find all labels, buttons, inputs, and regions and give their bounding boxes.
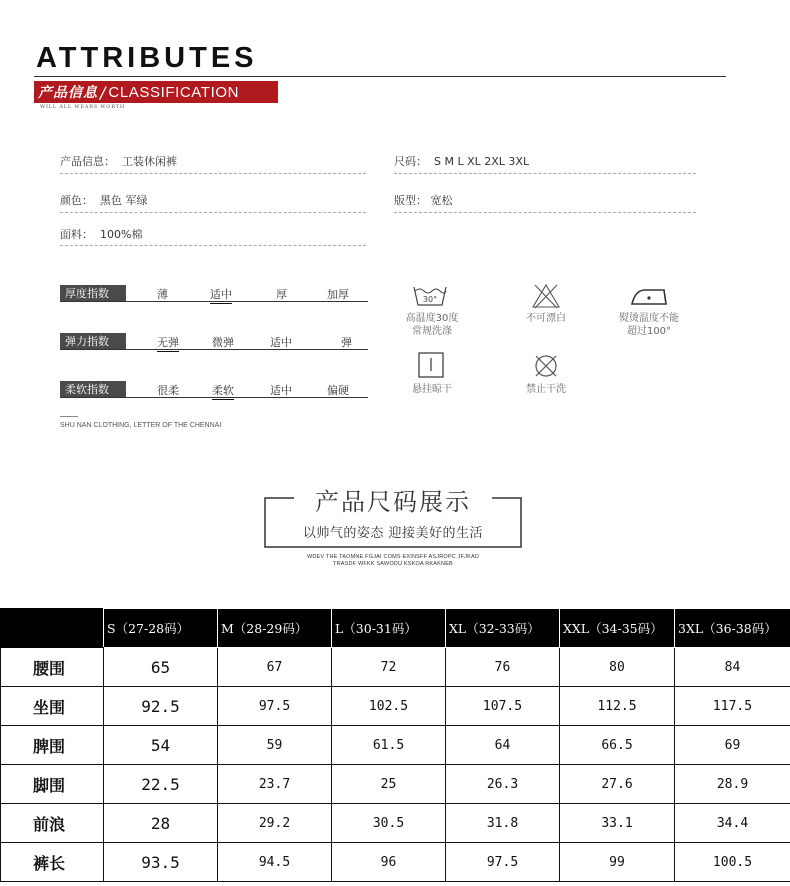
table-cell: 112.5: [560, 687, 675, 726]
classification-slash: /: [100, 82, 106, 102]
hang-dry-label: 悬挂晾干: [412, 384, 452, 395]
iron-icon: [630, 285, 668, 307]
size-table: [0, 608, 790, 882]
row-label: 脾围: [1, 726, 104, 765]
divider: [60, 212, 366, 213]
thickness-option-thin: 薄: [157, 288, 168, 301]
table-cell: 100.5: [675, 843, 790, 882]
elasticity-option-slight: 微弹: [212, 336, 234, 349]
divider: [394, 212, 696, 213]
table-row: [1, 726, 790, 765]
iron-label: 熨烫温度不能 超过100°: [619, 313, 679, 337]
row-label: 脚围: [1, 765, 104, 804]
classification-cn: 产品信息: [38, 85, 98, 101]
title-underline: [34, 76, 726, 77]
product-value: 工装休闲裤: [122, 155, 177, 168]
table-cell: 30.5: [332, 804, 446, 843]
elasticity-option-none: 无弹: [157, 334, 179, 352]
color-label: 颜色：: [60, 194, 93, 207]
table-header-cell: 3XL（36-38码）: [675, 609, 790, 648]
table-cell: 27.6: [560, 765, 675, 804]
table-cell: 76: [446, 648, 560, 687]
table-cell: 117.5: [675, 687, 790, 726]
row-label: 坐围: [1, 687, 104, 726]
table-header-cell: M（28-29码）: [218, 609, 332, 648]
size-show-subtitle: 以帅气的姿态 迎接美好的生活: [302, 526, 484, 541]
table-cell: 107.5: [446, 687, 560, 726]
table-cell: 22.5: [104, 765, 218, 804]
table-header-row: [1, 609, 790, 648]
classification-en: CLASSIFICATION: [108, 83, 240, 101]
table-cell: 102.5: [332, 687, 446, 726]
fabric-label: 面料：: [60, 228, 93, 241]
table-cell: 84: [675, 648, 790, 687]
thickness-option-medium: 适中: [210, 286, 232, 304]
softness-option-soft: 柔软: [212, 382, 234, 400]
table-row: [1, 804, 790, 843]
thickness-index-badge: 厚度指数: [60, 285, 126, 301]
table-cell: 72: [332, 648, 446, 687]
softness-option-stiff: 偏硬: [327, 384, 349, 397]
thickness-option-extra-thick: 加厚: [327, 288, 349, 301]
fabric-info: [60, 226, 142, 242]
table-header-cell: L（30-31码）: [332, 609, 446, 648]
wash-30-icon: [412, 283, 448, 309]
table-cell: 34.4: [675, 804, 790, 843]
table-cell: 69: [675, 726, 790, 765]
table-cell: 96: [332, 843, 446, 882]
table-cell: 26.3: [446, 765, 560, 804]
no-bleach-label: 不可漂白: [526, 313, 566, 324]
table-cell: 61.5: [332, 726, 446, 765]
fit-value: 宽松: [430, 194, 453, 207]
row-label: 前浪: [1, 804, 104, 843]
table-cell: 99: [560, 843, 675, 882]
softness-index-badge: 柔软指数: [60, 381, 126, 397]
product-info: [60, 153, 177, 169]
elasticity-option-medium: 适中: [270, 336, 292, 349]
fit-info: [394, 192, 453, 208]
header-subtitle: WILL ALL WEARS WORTH: [40, 104, 125, 110]
table-cell: 31.8: [446, 804, 560, 843]
table-cell: 92.5: [104, 687, 218, 726]
table-row: [1, 765, 790, 804]
size-label: 尺码：: [394, 155, 427, 168]
thickness-option-thick: 厚: [276, 288, 287, 301]
table-cell: 33.1: [560, 804, 675, 843]
tagline-rule: [60, 416, 78, 417]
table-cell: 80: [560, 648, 675, 687]
table-cell: 97.5: [446, 843, 560, 882]
wash-temp-label: 30°: [422, 295, 438, 304]
table-header-cell: XXL（34-35码）: [560, 609, 675, 648]
row-label: 裤长: [1, 843, 104, 882]
table-cell: 25: [332, 765, 446, 804]
fabric-value: 100%棉: [100, 228, 143, 241]
softness-option-medium: 适中: [270, 384, 292, 397]
size-show-fineprint-1: WDEV THE TAOMNE FGJAI COMS EXINSFF ASJROPC JFJKAD: [306, 554, 480, 560]
size-info: [394, 153, 529, 169]
table-row: [1, 648, 790, 687]
product-label: 产品信息：: [60, 155, 115, 168]
attributes-title: ATTRIBUTES: [36, 42, 258, 74]
divider: [394, 173, 696, 174]
classification-banner: [34, 81, 278, 103]
table-cell: 67: [218, 648, 332, 687]
table-cell: 64: [446, 726, 560, 765]
table-header-cell: S（27-28码）: [104, 609, 218, 648]
table-cell: 23.7: [218, 765, 332, 804]
table-header-cell: XL（32-33码）: [446, 609, 560, 648]
softness-option-very-soft: 很柔: [157, 384, 179, 397]
wash-label: 高温度30度 常规洗涤: [405, 313, 459, 337]
table-row: [1, 687, 790, 726]
no-dry-clean-label: 禁止干洗: [526, 384, 566, 395]
table-cell: 28: [104, 804, 218, 843]
table-cell: 94.5: [218, 843, 332, 882]
divider: [60, 245, 366, 246]
fit-label: 版型：: [394, 194, 427, 207]
color-info: [60, 192, 148, 208]
size-show-title: 产品尺码展示: [315, 488, 471, 516]
row-label: 腰围: [1, 648, 104, 687]
divider: [60, 173, 366, 174]
elasticity-index-badge: 弹力指数: [60, 333, 126, 349]
size-show-fineprint-2: TRASDF WFKK SAWODU KSKOA RKAKNEB: [333, 561, 453, 567]
table-cell: 93.5: [104, 843, 218, 882]
table-cell: 29.2: [218, 804, 332, 843]
table-cell: 54: [104, 726, 218, 765]
table-row: [1, 843, 790, 882]
brand-tagline: SHU NAN CLOTHING, LETTER OF THE CHENNAI: [60, 422, 222, 429]
table-cell: 28.9: [675, 765, 790, 804]
table-cell: 97.5: [218, 687, 332, 726]
no-bleach-icon: [531, 283, 561, 309]
table-cell: 59: [218, 726, 332, 765]
hang-dry-icon: [418, 352, 444, 378]
no-dry-clean-icon: [533, 353, 559, 379]
size-value: S M L XL 2XL 3XL: [434, 155, 530, 168]
elasticity-option-stretch: 弹: [341, 336, 352, 349]
table-cell: 66.5: [560, 726, 675, 765]
table-cell: 65: [104, 648, 218, 687]
table-header-cell: [1, 609, 104, 648]
color-value: 黑色 军绿: [100, 194, 148, 207]
